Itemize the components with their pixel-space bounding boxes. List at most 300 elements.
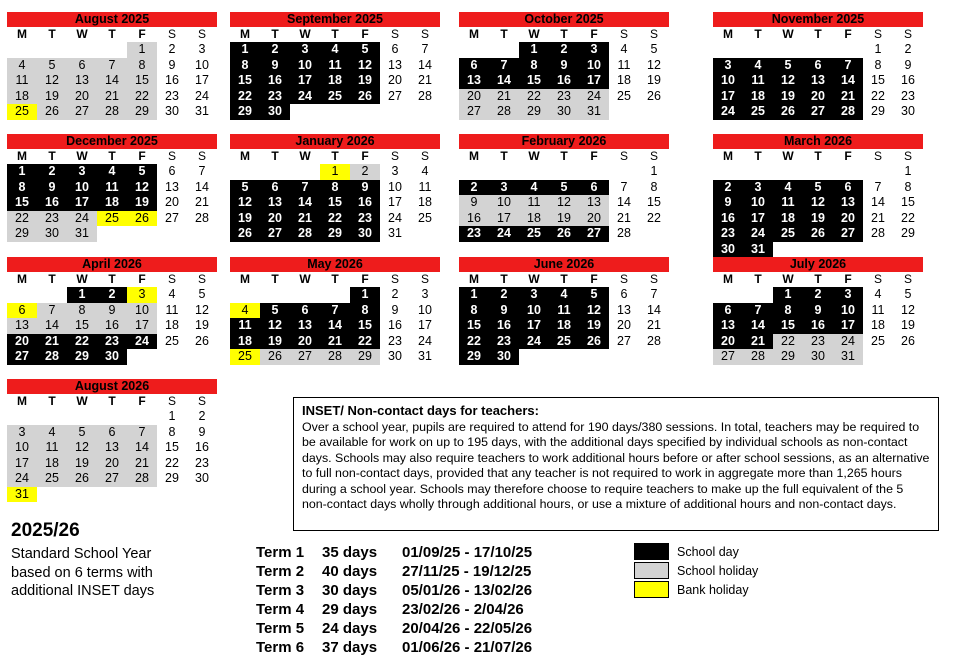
month-calendar [7, 379, 217, 502]
day-cell: 14 [833, 73, 863, 89]
day-cell: 3 [127, 287, 157, 303]
day-cell: 10 [833, 303, 863, 319]
empty-cell [260, 164, 290, 180]
day-cell: 25 [165, 333, 179, 348]
day-cell: 2 [904, 42, 912, 56]
day-cell: 12 [803, 195, 833, 211]
empty-cell [713, 287, 743, 303]
day-cell: 30 [165, 104, 179, 118]
weekday-header: F [844, 27, 852, 41]
day-cell: 29 [519, 104, 549, 120]
month-title: August 2026 [7, 379, 217, 394]
day-cell: 25 [773, 226, 803, 242]
weekday-header: S [903, 272, 912, 286]
day-cell: 1 [7, 164, 37, 180]
day-cell: 17 [519, 318, 549, 334]
weekday-header: S [420, 272, 429, 286]
day-cell: 21 [647, 318, 661, 332]
day-cell: 13 [803, 73, 833, 89]
day-cell: 4 [773, 180, 803, 196]
day-cell: 11 [320, 58, 350, 74]
day-cell: 20 [290, 334, 320, 350]
day-cell: 22 [320, 211, 350, 227]
day-cell: 23 [803, 334, 833, 350]
day-cell: 28 [127, 471, 157, 487]
day-cell: 31 [7, 487, 37, 503]
weekday-header: M [240, 272, 250, 286]
day-cell: 28 [418, 88, 432, 103]
weekday-header: M [17, 394, 27, 408]
day-cell: 18 [37, 456, 67, 472]
day-cell: 9 [37, 180, 67, 196]
empty-cell [7, 409, 37, 425]
month-title: January 2026 [230, 134, 440, 149]
empty-cell [833, 42, 863, 58]
term-days: 29 days [322, 601, 378, 618]
day-cell: 8 [650, 179, 658, 194]
day-cell: 27 [97, 471, 127, 487]
day-cell: 20 [165, 195, 179, 209]
weekday-header: W [528, 272, 540, 286]
day-cell: 8 [230, 58, 260, 74]
empty-cell [489, 164, 519, 180]
day-cell: 13 [290, 318, 320, 334]
term-name: Term 5 [256, 620, 305, 637]
day-cell: 18 [773, 211, 803, 227]
day-cell: 18 [7, 89, 37, 105]
day-cell: 3 [290, 42, 320, 58]
day-cell: 5 [260, 303, 290, 319]
empty-cell [773, 42, 803, 58]
day-cell: 15 [459, 318, 489, 334]
day-cell: 14 [871, 195, 885, 209]
weekday-header: W [299, 149, 311, 163]
day-cell: 3 [489, 180, 519, 196]
day-cell: 12 [37, 73, 67, 89]
day-cell: 4 [620, 42, 628, 56]
day-cell: 14 [97, 73, 127, 89]
day-cell: 15 [7, 195, 37, 211]
day-cell: 19 [230, 211, 260, 227]
day-cell: 28 [195, 210, 209, 225]
day-cell: 22 [647, 210, 661, 225]
day-cell: 31 [418, 349, 432, 363]
day-cell: 10 [418, 302, 432, 317]
day-cell: 27 [67, 104, 97, 120]
weekday-header: W [528, 149, 540, 163]
day-cell: 11 [230, 318, 260, 334]
day-cell: 9 [489, 303, 519, 319]
day-cell: 9 [168, 57, 176, 72]
weekday-header: W [76, 27, 88, 41]
day-cell: 24 [7, 471, 37, 487]
empty-cell [713, 42, 743, 58]
day-cell: 5 [650, 42, 658, 56]
legend-label: School day [677, 544, 739, 559]
day-cell: 18 [320, 73, 350, 89]
empty-cell [519, 164, 549, 180]
day-cell: 3 [579, 42, 609, 58]
weekday-header: S [619, 272, 628, 286]
day-cell: 29 [127, 104, 157, 120]
day-cell: 23 [37, 211, 67, 227]
day-cell: 20 [833, 211, 863, 227]
month-title: August 2025 [7, 12, 217, 27]
day-cell: 25 [97, 211, 127, 227]
weekday-header-row [7, 27, 217, 42]
day-cell: 1 [127, 42, 157, 58]
day-cell: 8 [874, 57, 882, 72]
day-cell: 27 [7, 349, 37, 365]
day-cell: 20 [459, 89, 489, 105]
day-cell: 14 [743, 318, 773, 334]
weekday-header: T [500, 27, 508, 41]
day-cell: 9 [904, 57, 912, 72]
term-days: 30 days [322, 582, 378, 599]
day-cell: 19 [67, 456, 97, 472]
day-cell: 31 [579, 104, 609, 120]
day-cell: 29 [67, 349, 97, 365]
weekday-header: T [108, 272, 116, 286]
weekday-header: T [331, 27, 339, 41]
day-cell: 22 [165, 455, 179, 470]
day-cell: 28 [647, 333, 661, 348]
weekday-header: T [560, 149, 568, 163]
day-cell: 14 [37, 318, 67, 334]
weekday-header-row [230, 27, 440, 42]
empty-cell [37, 42, 67, 58]
weekday-header-row [459, 272, 669, 287]
weekday-header: W [782, 149, 794, 163]
empty-cell [459, 164, 489, 180]
day-cell: 20 [97, 456, 127, 472]
empty-cell [67, 42, 97, 58]
day-cell: 27 [579, 226, 609, 242]
day-cell: 6 [97, 425, 127, 441]
day-grid [459, 287, 669, 365]
day-cell: 19 [37, 89, 67, 105]
day-cell: 1 [773, 287, 803, 303]
day-cell: 17 [290, 73, 320, 89]
weekday-header: T [331, 272, 339, 286]
day-cell: 27 [165, 210, 179, 225]
year-title: 2025/26 [11, 520, 80, 541]
weekday-header: S [619, 27, 628, 41]
weekday-header: F [590, 272, 598, 286]
day-cell: 14 [195, 179, 209, 194]
day-cell: 2 [198, 409, 206, 423]
day-cell: 5 [579, 287, 609, 303]
day-cell: 5 [67, 425, 97, 441]
day-cell: 9 [97, 303, 127, 319]
day-cell: 10 [713, 73, 743, 89]
weekday-header-row [7, 394, 217, 409]
day-cell: 26 [67, 471, 97, 487]
day-cell: 10 [290, 58, 320, 74]
weekday-header-row [713, 149, 923, 164]
term-name: Term 1 [256, 544, 305, 561]
day-cell: 8 [350, 303, 380, 319]
day-cell: 3 [833, 287, 863, 303]
day-cell: 15 [350, 318, 380, 334]
day-cell: 28 [833, 104, 863, 120]
inset-notes-heading: INSET/ Non-contact days for teachers: [302, 403, 539, 418]
weekday-header-row [230, 272, 440, 287]
day-cell: 3 [67, 164, 97, 180]
empty-cell [713, 164, 743, 180]
empty-cell [290, 287, 320, 303]
month-title: October 2025 [459, 12, 669, 27]
weekday-header-row [230, 149, 440, 164]
day-cell: 23 [97, 334, 127, 350]
empty-cell [609, 164, 639, 180]
day-cell: 1 [320, 164, 350, 180]
day-cell: 6 [168, 164, 176, 178]
weekday-header: S [619, 149, 628, 163]
weekday-header: F [138, 272, 146, 286]
day-cell: 25 [743, 104, 773, 120]
weekday-header: M [723, 149, 733, 163]
day-cell: 30 [350, 226, 380, 242]
term-name: Term 6 [256, 639, 305, 656]
term-name: Term 4 [256, 601, 305, 618]
day-cell: 26 [549, 226, 579, 242]
legend-label: School holiday [677, 563, 759, 578]
weekday-header: S [390, 272, 399, 286]
day-cell: 18 [617, 73, 631, 87]
day-cell: 12 [549, 195, 579, 211]
day-cell: 16 [97, 318, 127, 334]
day-cell: 26 [260, 349, 290, 365]
day-cell: 19 [901, 318, 915, 332]
weekday-header: F [361, 27, 369, 41]
day-cell: 6 [391, 42, 399, 56]
month-title: June 2026 [459, 257, 669, 272]
term-row [256, 581, 552, 600]
day-cell: 12 [67, 440, 97, 456]
day-cell: 19 [127, 195, 157, 211]
month-calendar [7, 134, 217, 242]
empty-cell [67, 409, 97, 425]
day-cell: 19 [260, 334, 290, 350]
weekday-header: T [500, 149, 508, 163]
day-cell: 19 [803, 211, 833, 227]
weekday-header: W [528, 27, 540, 41]
day-cell: 15 [127, 73, 157, 89]
day-cell: 19 [350, 73, 380, 89]
day-cell: 11 [519, 195, 549, 211]
day-cell: 17 [127, 318, 157, 334]
empty-cell [863, 164, 893, 180]
weekday-header: M [17, 149, 27, 163]
month-title: December 2025 [7, 134, 217, 149]
day-cell: 1 [350, 287, 380, 303]
day-cell: 1 [459, 287, 489, 303]
term-days: 37 days [322, 639, 378, 656]
day-cell: 7 [421, 42, 429, 56]
day-cell: 22 [230, 89, 260, 105]
day-cell: 22 [519, 89, 549, 105]
weekday-header: S [390, 149, 399, 163]
day-cell: 17 [195, 73, 209, 87]
day-cell: 2 [350, 164, 380, 180]
day-cell: 8 [168, 424, 176, 439]
day-cell: 23 [388, 333, 402, 348]
weekday-header: F [590, 149, 598, 163]
day-cell: 4 [743, 58, 773, 74]
day-grid [230, 287, 440, 365]
day-cell: 2 [713, 180, 743, 196]
day-cell: 22 [773, 334, 803, 350]
day-cell: 27 [388, 88, 402, 103]
empty-cell [743, 42, 773, 58]
day-cell: 9 [549, 58, 579, 74]
day-cell: 8 [773, 303, 803, 319]
day-cell: 7 [127, 425, 157, 441]
day-cell: 22 [127, 89, 157, 105]
legend-swatch [634, 562, 669, 579]
empty-cell [97, 409, 127, 425]
day-cell: 26 [579, 334, 609, 350]
day-cell: 6 [7, 303, 37, 319]
day-cell: 5 [904, 287, 912, 301]
month-title: July 2026 [713, 257, 923, 272]
weekday-header: M [17, 27, 27, 41]
day-cell: 15 [901, 195, 915, 209]
day-cell: 5 [127, 164, 157, 180]
day-cell: 22 [350, 334, 380, 350]
weekday-header: T [48, 394, 56, 408]
day-cell: 26 [901, 333, 915, 348]
weekday-header: M [17, 272, 27, 286]
day-cell: 31 [743, 242, 773, 258]
day-cell: 23 [195, 455, 209, 470]
day-cell: 21 [871, 210, 885, 225]
day-cell: 10 [67, 180, 97, 196]
weekday-header: F [138, 27, 146, 41]
day-cell: 13 [260, 195, 290, 211]
day-cell: 17 [418, 318, 432, 332]
day-cell: 5 [230, 180, 260, 196]
day-cell: 4 [7, 58, 37, 74]
day-cell: 16 [388, 318, 402, 332]
day-cell: 11 [871, 302, 885, 317]
day-cell: 8 [519, 58, 549, 74]
day-cell: 12 [260, 318, 290, 334]
day-cell: 7 [874, 179, 882, 194]
day-cell: 19 [195, 318, 209, 332]
day-cell: 16 [165, 73, 179, 87]
day-cell: 30 [489, 349, 519, 365]
weekday-header: T [48, 27, 56, 41]
day-grid [7, 409, 217, 502]
day-cell: 17 [7, 456, 37, 472]
day-cell: 6 [290, 303, 320, 319]
day-cell: 27 [833, 226, 863, 242]
day-cell: 13 [67, 73, 97, 89]
weekday-header: S [197, 149, 206, 163]
day-cell: 11 [418, 179, 432, 194]
day-cell: 30 [549, 104, 579, 120]
day-cell: 27 [803, 104, 833, 120]
day-grid [230, 164, 440, 242]
day-cell: 26 [803, 226, 833, 242]
day-cell: 8 [459, 303, 489, 319]
day-cell: 2 [37, 164, 67, 180]
day-cell: 16 [549, 73, 579, 89]
day-grid [7, 164, 217, 242]
day-cell: 11 [617, 57, 631, 72]
weekday-header: T [814, 272, 822, 286]
day-cell: 25 [519, 226, 549, 242]
weekday-header: S [649, 27, 658, 41]
day-cell: 17 [833, 318, 863, 334]
day-grid [230, 42, 440, 120]
day-cell: 13 [97, 440, 127, 456]
day-cell: 7 [833, 58, 863, 74]
weekday-header: T [108, 394, 116, 408]
day-cell: 30 [388, 349, 402, 363]
day-cell: 21 [320, 334, 350, 350]
weekday-header: W [76, 149, 88, 163]
weekday-header: S [420, 27, 429, 41]
weekday-header: S [649, 272, 658, 286]
day-cell: 9 [260, 58, 290, 74]
month-calendar [230, 257, 440, 365]
weekday-header: M [469, 149, 479, 163]
day-cell: 20 [260, 211, 290, 227]
day-cell: 20 [579, 211, 609, 227]
empty-cell [743, 287, 773, 303]
day-cell: 30 [260, 104, 290, 120]
day-cell: 10 [127, 303, 157, 319]
day-cell: 22 [901, 210, 915, 225]
weekday-header: M [469, 27, 479, 41]
month-title: September 2025 [230, 12, 440, 27]
empty-cell [320, 287, 350, 303]
weekday-header: M [469, 272, 479, 286]
day-cell: 2 [168, 42, 176, 56]
day-cell: 6 [833, 180, 863, 196]
empty-cell [290, 164, 320, 180]
day-cell: 25 [230, 349, 260, 365]
day-grid [459, 42, 669, 120]
day-cell: 12 [647, 57, 661, 72]
day-cell: 15 [773, 318, 803, 334]
day-cell: 28 [617, 226, 631, 240]
day-cell: 19 [579, 318, 609, 334]
weekday-header: W [76, 272, 88, 286]
weekday-header: F [138, 149, 146, 163]
day-cell: 10 [195, 57, 209, 72]
day-cell: 20 [7, 334, 37, 350]
day-grid [713, 287, 923, 365]
day-cell: 14 [127, 440, 157, 456]
weekday-header: W [299, 27, 311, 41]
day-cell: 11 [165, 302, 179, 317]
day-cell: 8 [7, 180, 37, 196]
term-row [256, 543, 552, 562]
day-cell: 17 [489, 211, 519, 227]
day-cell: 31 [388, 226, 402, 240]
day-cell: 21 [127, 456, 157, 472]
day-cell: 3 [198, 42, 206, 56]
day-cell: 21 [37, 334, 67, 350]
weekday-header-row [713, 272, 923, 287]
day-cell: 18 [418, 195, 432, 209]
term-row [256, 562, 552, 581]
day-cell: 21 [290, 211, 320, 227]
